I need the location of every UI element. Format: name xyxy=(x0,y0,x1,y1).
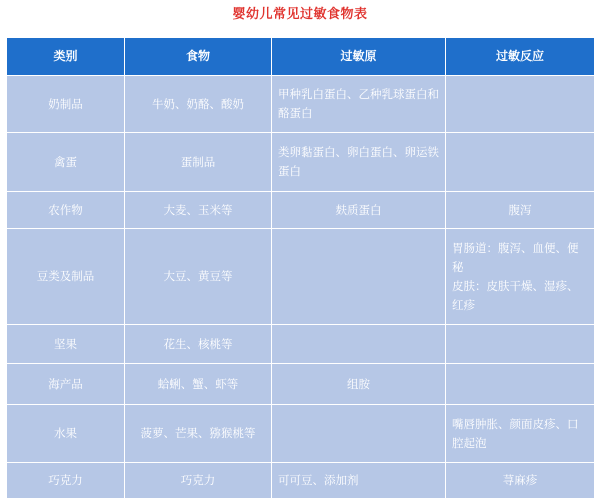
cell-reaction xyxy=(446,325,595,364)
cell-category: 豆类及制品 xyxy=(7,229,125,325)
cell-food: 菠萝、芒果、猕猴桃等 xyxy=(125,405,272,463)
cell-allergen: 可可豆、添加剂 xyxy=(272,463,446,499)
cell-allergen xyxy=(272,405,446,463)
cell-allergen: 类卵黏蛋白、卵白蛋白、卵运铁蛋白 xyxy=(272,133,446,192)
cell-category: 水果 xyxy=(7,405,125,463)
cell-allergen xyxy=(272,325,446,364)
cell-allergen xyxy=(272,229,446,325)
cell-food: 花生、核桃等 xyxy=(125,325,272,364)
cell-category: 禽蛋 xyxy=(7,133,125,192)
cell-category: 海产品 xyxy=(7,364,125,405)
cell-food: 牛奶、奶酪、酸奶 xyxy=(125,76,272,133)
cell-reaction xyxy=(446,133,595,192)
header-food: 食物 xyxy=(125,38,272,76)
table-title: 婴幼儿常见过敏食物表 xyxy=(232,7,368,22)
cell-category: 坚果 xyxy=(7,325,125,364)
cell-reaction: 胃肠道：腹泻、血便、便秘 皮肤：皮肤干燥、湿疹、红疹 xyxy=(446,229,595,325)
cell-reaction xyxy=(446,76,595,133)
allergy-food-table xyxy=(6,37,595,499)
cell-allergen: 甲种乳白蛋白、乙种乳球蛋白和酪蛋白 xyxy=(272,76,446,133)
cell-food: 蛤蜊、蟹、虾等 xyxy=(125,364,272,405)
cell-category: 巧克力 xyxy=(7,463,125,499)
cell-allergen: 组胺 xyxy=(272,364,446,405)
cell-food: 蛋制品 xyxy=(125,133,272,192)
table-row xyxy=(7,192,595,229)
table-header-row xyxy=(7,38,595,76)
cell-reaction: 荨麻疹 xyxy=(446,463,595,499)
cell-category: 奶制品 xyxy=(7,76,125,133)
header-reaction: 过敏反应 xyxy=(446,38,595,76)
table-row xyxy=(7,76,595,133)
cell-allergen: 麸质蛋白 xyxy=(272,192,446,229)
table-row xyxy=(7,463,595,499)
cell-food: 大麦、玉米等 xyxy=(125,192,272,229)
header-allergen: 过敏原 xyxy=(272,38,446,76)
cell-category: 农作物 xyxy=(7,192,125,229)
cell-food: 巧克力 xyxy=(125,463,272,499)
cell-reaction: 腹泻 xyxy=(446,192,595,229)
cell-food: 大豆、黄豆等 xyxy=(125,229,272,325)
table-row xyxy=(7,405,595,463)
header-category: 类别 xyxy=(7,38,125,76)
table-row xyxy=(7,364,595,405)
cell-reaction: 嘴唇肿胀、颜面皮疹、口腔起泡 xyxy=(446,405,595,463)
cell-reaction xyxy=(446,364,595,405)
table-row xyxy=(7,133,595,192)
table-row xyxy=(7,229,595,325)
table-row xyxy=(7,325,595,364)
